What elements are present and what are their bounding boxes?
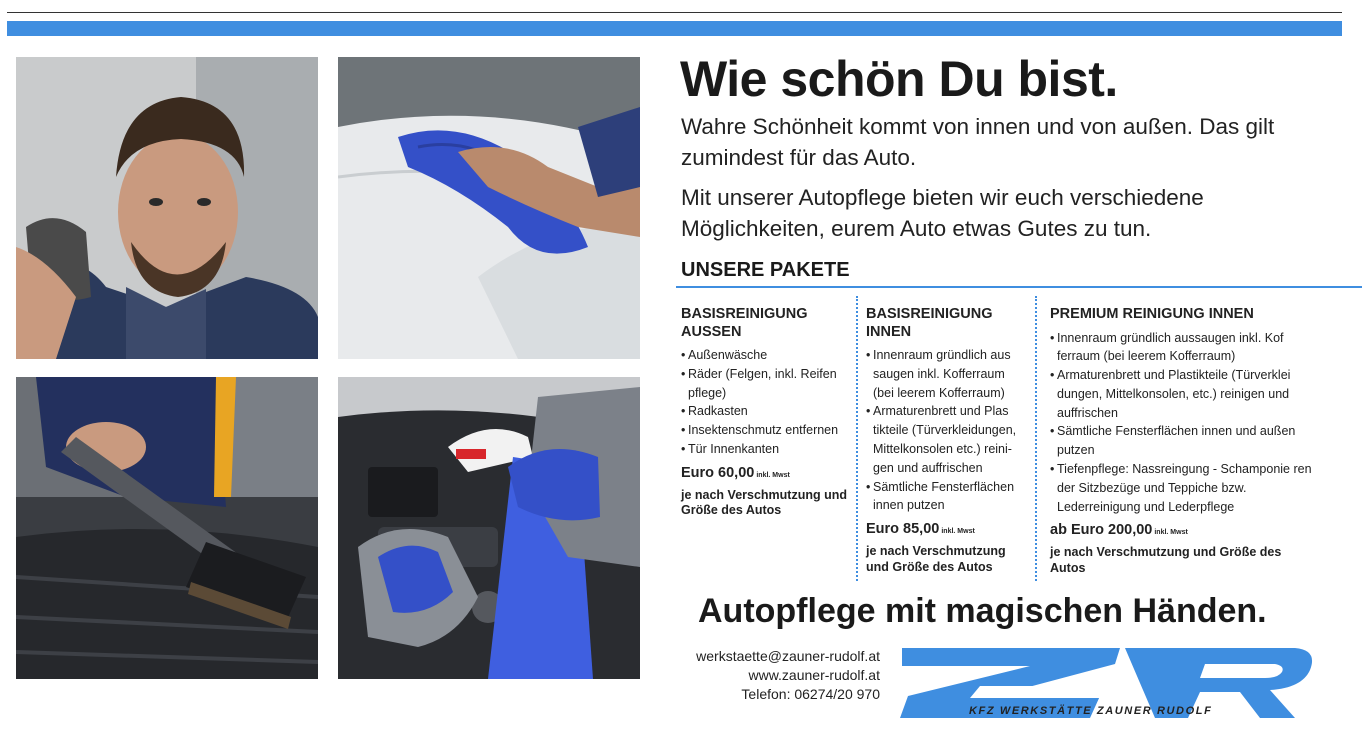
package-note: je nach Verschmutzung und Größe des Autos bbox=[681, 487, 847, 518]
photo-interior-vacuum bbox=[16, 377, 318, 679]
package-title: BASISREINIGUNG AUSSEN bbox=[681, 306, 808, 340]
price-value: Euro 85,00 bbox=[866, 521, 940, 538]
package-item: • Außenwäsche bbox=[681, 346, 849, 365]
contact-block bbox=[696, 647, 880, 704]
price-value: ab Euro 200,00 bbox=[1050, 522, 1153, 539]
intro-paragraph-1: Wahre Schönheit kommt von innen und von außen. Das gilt zumindest für das Auto. bbox=[681, 114, 1275, 170]
price-value: Euro 60,00 bbox=[681, 464, 755, 481]
package-item: • Tür Innenkanten bbox=[681, 440, 849, 459]
package-item: • Radkasten bbox=[681, 402, 849, 421]
package-item: • Sämtliche Fensterflächen innen und außen putzen bbox=[1050, 422, 1315, 460]
package-price bbox=[866, 519, 1026, 542]
slogan: Autopflege mit magischen Händen. bbox=[698, 592, 1267, 630]
package-basis-aussen bbox=[681, 306, 849, 519]
package-title: PREMIUM REINIGUNG INNEN bbox=[1050, 306, 1254, 322]
package-item-list bbox=[866, 346, 1026, 515]
top-accent-bar bbox=[7, 21, 1342, 36]
section-title: UNSERE PAKETE bbox=[681, 259, 850, 281]
contact-phone: Telefon: 06274/20 970 bbox=[741, 686, 880, 702]
package-item: • Armaturenbrett und Plas tikteile (Türverkleidungen, Mittelkonsolen etc.) reini- gen und auffrischen bbox=[866, 402, 1026, 477]
package-price bbox=[1050, 520, 1315, 543]
photo-mechanic-portrait bbox=[16, 57, 318, 359]
contact-email[interactable]: werkstaette@zauner-rudolf.at bbox=[696, 648, 880, 664]
vat-note: inkl. Mwst bbox=[941, 528, 975, 536]
package-item: • Sämtliche Fensterflächen innen putzen bbox=[866, 478, 1026, 516]
vat-note: inkl. Mwst bbox=[756, 471, 790, 479]
package-price bbox=[681, 463, 849, 486]
package-item-list bbox=[681, 346, 849, 459]
vat-note: inkl. Mwst bbox=[1154, 529, 1188, 537]
intro-paragraph-2: Mit unserer Autopflege bieten wir euch verschiedene Möglichkeiten, eurem Auto etwas Gutes zu tun. bbox=[681, 185, 1204, 241]
package-basis-innen bbox=[866, 306, 1026, 575]
package-item: • Tiefenpflege: Nassreingung - Schamponie ren der Sitzbezüge und Teppiche bzw. Lederreinigung und Lederpflege bbox=[1050, 460, 1315, 516]
package-item: • Innenraum gründlich aus saugen inkl. Kofferraum (bei leerem Kofferraum) bbox=[866, 346, 1026, 402]
logo-caption: KFZ WERKSTÄTTE ZAUNER RUDOLF bbox=[969, 705, 1213, 717]
top-rule bbox=[7, 12, 1342, 13]
section-rule bbox=[676, 286, 1362, 288]
photo-car-polishing bbox=[338, 57, 640, 359]
package-title: BASISREINIGUNG INNEN bbox=[866, 306, 993, 340]
column-divider bbox=[856, 296, 858, 581]
package-item-list bbox=[1050, 329, 1315, 517]
package-item: • Innenraum gründlich aussaugen inkl. Kof ferraum (bei leerem Kofferraum) bbox=[1050, 329, 1315, 367]
package-premium-innen bbox=[1050, 306, 1315, 576]
headline: Wie schön Du bist. bbox=[680, 51, 1118, 107]
package-note: je nach Verschmutzung und Größe des Autos bbox=[1050, 545, 1282, 575]
contact-website[interactable]: www.zauner-rudolf.at bbox=[748, 667, 880, 683]
package-item: • Armaturenbrett und Plastikteile (Türverklei dungen, Mittelkonsolen, etc.) reinigen und auffrischen bbox=[1050, 366, 1315, 422]
package-item: • Räder (Felgen, inkl. Reifen pflege) bbox=[681, 365, 849, 403]
package-note: je nach Verschmutzung und Größe des Autos bbox=[866, 544, 1006, 574]
package-item: • Insektenschmutz entfernen bbox=[681, 421, 849, 440]
column-divider bbox=[1035, 296, 1037, 581]
photo-dashboard-cleaning bbox=[338, 377, 640, 679]
